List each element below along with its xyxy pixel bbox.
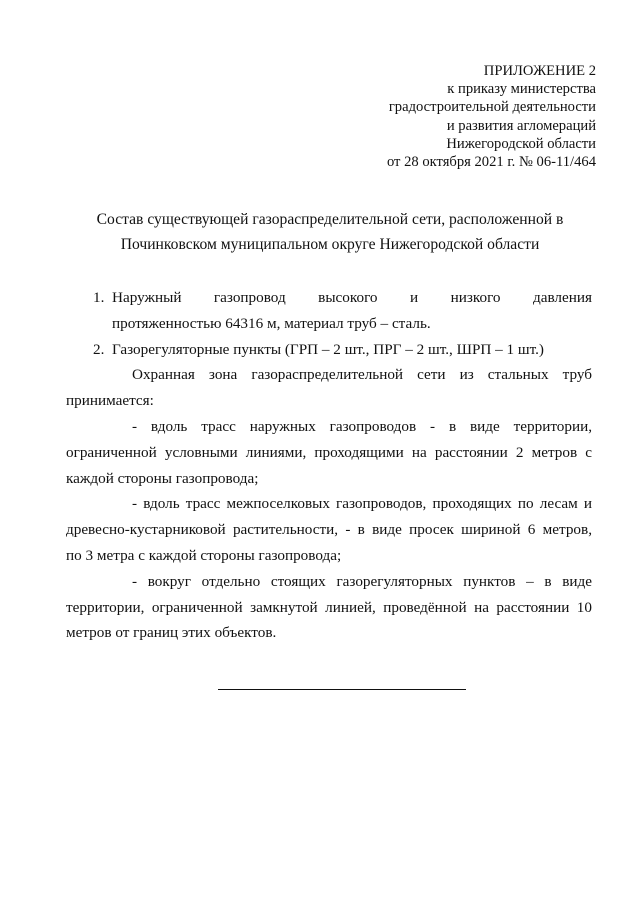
paragraph-line: каждой стороны газопровода; (66, 469, 259, 487)
list-item (56, 285, 592, 337)
paragraph-line: древесно-кустарниковой растительности, - в виде просек шириной 6 метров, (66, 521, 592, 539)
document-body (66, 285, 592, 646)
paragraph-line: по 3 метра с каждой стороны газопровода; (66, 546, 342, 564)
paragraph-line: - вдоль трасс наружных газопроводов - в виде территории, (132, 417, 592, 435)
list-item-number: 2. (93, 340, 105, 358)
paragraph-line: принимается: (66, 392, 154, 410)
title-line-1: Состав существующей газораспределительной сети, расположенной в (96, 211, 564, 228)
paragraph-line: ограниченной условными линиями, проходящими на расстоянии 2 метров с (66, 443, 592, 461)
list-item-text-line-1: Газорегуляторные пункты (ГРП – 2 шт., ПРГ – 2 шт., ШРП – 1 шт.) (112, 340, 544, 358)
paragraph-line: - вокруг отдельно стоящих газорегуляторных пунктов – в виде (132, 572, 592, 590)
appendix-ministry-line: градостроительной деятельности (388, 99, 596, 116)
list-item-text-line-1: Наружный газопровод высокого и низкого давления (112, 289, 592, 306)
document-title (60, 207, 600, 257)
list-item-text-line-2: протяженностью 64316 м, материал труб – сталь. (112, 314, 431, 332)
appendix-date-line: от 28 октября 2021 г. № 06-11/464 (386, 154, 596, 171)
appendix-region-line: Нижегородской области (446, 135, 596, 152)
paragraph-line: территории, ограниченной замкнутой линией, проведённой на расстоянии 10 (66, 598, 592, 616)
paragraph-line: Охранная зона газораспределительной сети из стальных труб (132, 366, 592, 384)
paragraph-protection-zone (66, 362, 592, 646)
paragraph-line: - вдоль трасс межпоселковых газопроводов, проходящих по лесам и (132, 495, 592, 513)
paragraph-line: метров от границ этих объектов. (66, 624, 277, 642)
title-line-2: Починковском муниципальном округе Нижегородской области (120, 236, 540, 253)
end-divider-line (218, 689, 466, 690)
list-item (56, 337, 592, 363)
appendix-number: ПРИЛОЖЕНИЕ 2 (483, 63, 596, 79)
appendix-ministry-line-2: и развития агломераций (446, 117, 596, 134)
numbered-list (92, 285, 592, 362)
appendix-header (387, 62, 596, 171)
list-item-number: 1. (93, 289, 105, 306)
appendix-order-line: к приказу министерства (447, 81, 596, 98)
